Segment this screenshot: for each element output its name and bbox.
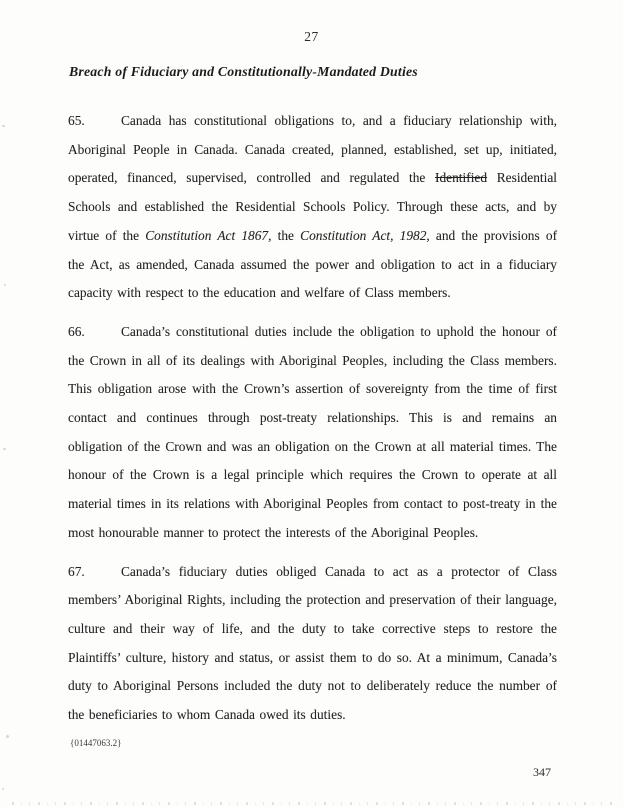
text-segment: , and the provisions of the Act, as amended, Canada assumed the power and obligation to act in a fiduciary capacity with respect to the education and welfare of Class members. bbox=[68, 227, 558, 301]
paragraph-66 bbox=[68, 318, 557, 548]
text-segment-italic: Constitution Act, 1982 bbox=[300, 227, 427, 243]
page-number-bottom: 347 bbox=[533, 765, 551, 779]
scan-speckle bbox=[2, 788, 4, 790]
document-body bbox=[68, 107, 557, 740]
text-segment-strike: Identified bbox=[435, 170, 488, 186]
scan-speckle bbox=[3, 448, 6, 450]
page-number-top: 27 bbox=[304, 29, 319, 44]
text-segment: Canada has constitutional obligations to, and a fiduciary relationship with, Aboriginal People in Canada. Canada created, planned, established, set up, initiated, operated, financed, supervised, controlled and regulated the bbox=[68, 113, 557, 186]
paragraph-number: 66. bbox=[68, 323, 85, 339]
text-segment: , the bbox=[268, 227, 301, 243]
text-segment: Canada’s fiduciary duties obliged Canada to act as a protector of Class members’ Aboriginal Rights, including the protection and preservation of their language, culture and their way of life, and the duty to take corrective steps to restore the Plaintiffs’ culture, history and status, or assist them to do so. At a minimum, Canada’s duty to Aboriginal Persons included the duty not to deliberately reduce the number of the beneficiaries to whom Canada owed its duties. bbox=[68, 563, 557, 723]
document-number: {01447063.2} bbox=[70, 738, 122, 748]
scan-noise-artifact bbox=[12, 802, 619, 805]
paragraph-67 bbox=[68, 558, 557, 730]
scan-speckle bbox=[2, 125, 5, 127]
paragraph-number: 65. bbox=[68, 113, 85, 128]
paragraph-number: 67. bbox=[68, 563, 85, 579]
section-heading: Breach of Fiduciary and Constitutionally-Mandated Duties bbox=[69, 64, 418, 79]
text-segment: Residential Schools and established the Residential Schools Policy. Through these acts, and by virtue of the bbox=[68, 170, 557, 243]
text-segment: Canada’s constitutional duties include the obligation to uphold the honour of the Crown in all of its dealings with Aboriginal Peoples, including the Class members. This obligation arose with the Crown’s assertion of sovereignty from the time of first contact and continues through post-treaty relationships. This is and remains an obligation of the Crown and was an obligation on the Crown at all material times. The honour of the Crown is a legal principle which requires the Crown to operate at all material times in its relations with Aboriginal Peoples from contact to post-treaty in the most honourable manner to protect the interests of the Aboriginal Peoples. bbox=[68, 323, 557, 540]
scan-speckle bbox=[6, 735, 9, 738]
scan-speckle bbox=[4, 284, 6, 286]
paragraph-65 bbox=[68, 107, 557, 308]
text-segment-italic: Constitution Act 1867 bbox=[145, 227, 269, 243]
